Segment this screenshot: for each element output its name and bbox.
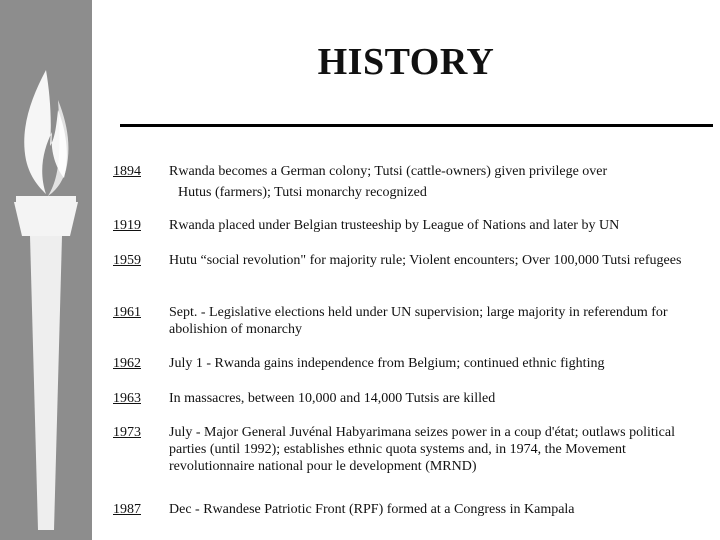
entry-description: July 1 - Rwanda gains independence from Belgium; continued ethnic fighting: [169, 356, 605, 371]
entry-description-line: Rwanda becomes a German colony; Tutsi (cattle-owners) given privilege over: [169, 164, 608, 179]
entry-year: 1973: [113, 425, 141, 440]
decorative-side-band: [0, 0, 92, 540]
entry-description: Hutu “social revolution" for majority rule; Violent encounters; Over 100,000 Tutsi refugees: [169, 253, 682, 268]
entry-year: 1961: [113, 305, 141, 320]
entry-description: In massacres, between 10,000 and 14,000 Tutsis are killed: [169, 391, 496, 406]
entry-description: [169, 163, 697, 201]
title-divider: [120, 124, 713, 127]
entry-year: 1963: [113, 391, 141, 406]
entry-description: Sept. - Legislative elections held under UN supervision; large majority in referendum for abolishion of monarchy: [169, 305, 668, 337]
page-title: HISTORY: [317, 41, 495, 83]
entry-description: July - Major General Juvénal Habyarimana seizes power in a coup d'état; outlaws political parties (until 1992); establishes ethnic quota systems and, in 1974, the Movement revolutionnaire national pour le development (MRND): [169, 425, 675, 474]
entry-year: 1894: [113, 164, 141, 179]
entry-year: 1987: [113, 502, 141, 517]
entry-year: 1959: [113, 253, 141, 268]
entry-description: Rwanda placed under Belgian trusteeship by League of Nations and later by UN: [169, 218, 620, 233]
torch-icon: [0, 60, 92, 530]
entry-description: Dec - Rwandese Patriotic Front (RPF) formed at a Congress in Kampala: [169, 502, 575, 517]
entry-description-line: Hutus (farmers); Tutsi monarchy recognized: [178, 185, 427, 200]
entry-year: 1919: [113, 218, 141, 233]
entry-year: 1962: [113, 356, 141, 371]
